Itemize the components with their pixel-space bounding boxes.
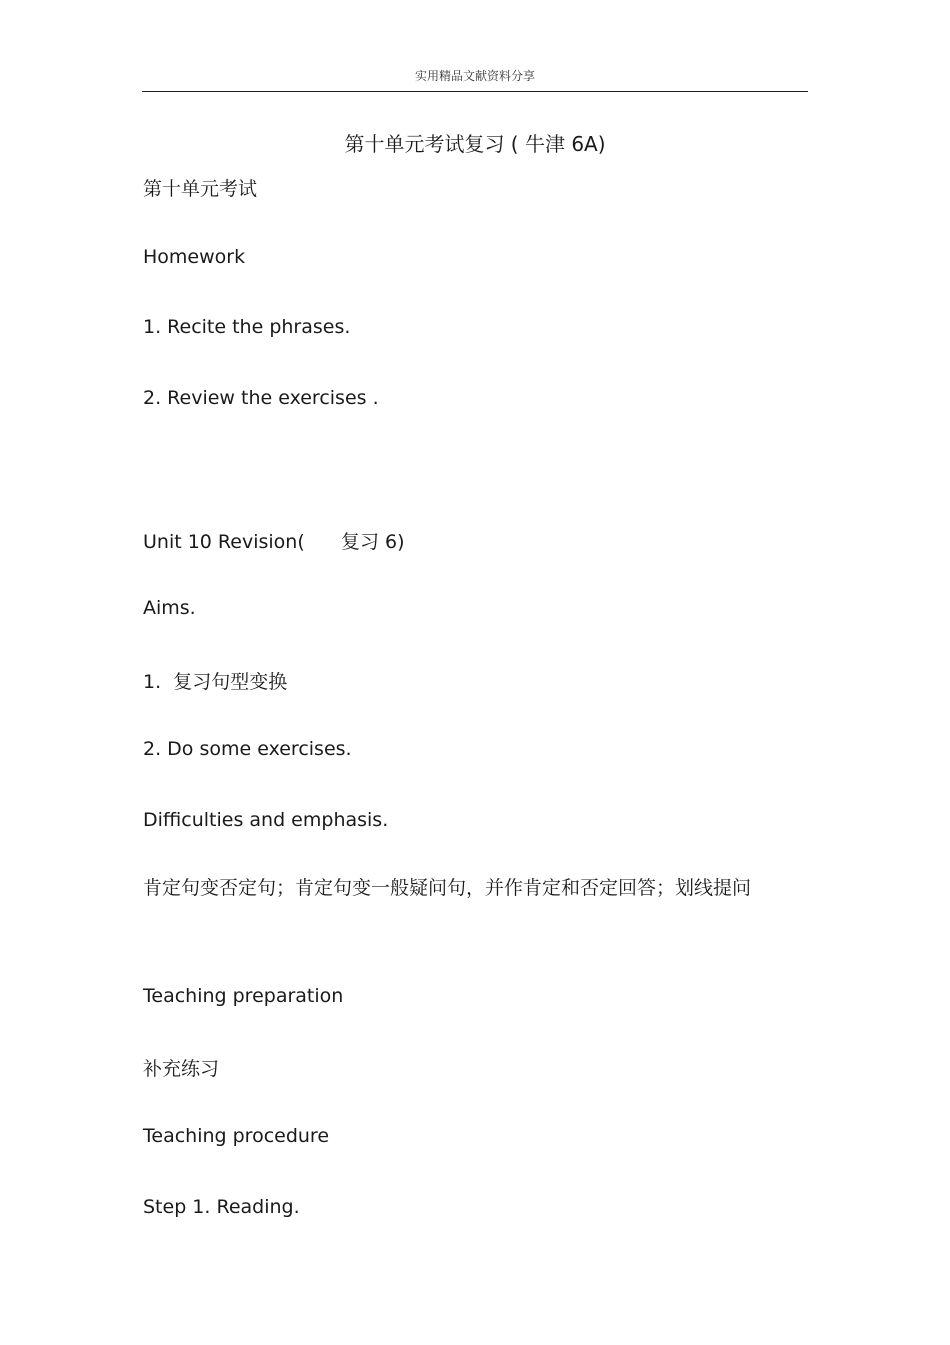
header-divider <box>142 91 808 92</box>
page-header: 实用精品文献资料分享 <box>414 69 535 83</box>
text-line-homework-item-1: 1. Recite the phrases. <box>143 316 351 338</box>
text-line-aims-item-2: 2. Do some exercises. <box>143 738 352 760</box>
text-line-homework-item-2: 2. Review the exercises . <box>143 387 379 409</box>
text-line-step-1: Step 1. Reading. <box>143 1196 300 1218</box>
document-title: 第十单元考试复习 ( 牛津 6A) <box>344 132 606 156</box>
text-line-aims-item-1: 1. 复习句型变换 <box>143 671 288 693</box>
text-line-supplementary-exercises: 补充练习 <box>143 1058 220 1080</box>
text-line-teaching-preparation: Teaching preparation <box>143 985 344 1007</box>
text-paragraph-difficulties-detail: 肯定句变否定句；肯定句变一般疑问句，并作肯定和否定回答；划线提问 <box>143 877 752 899</box>
text-line-teaching-procedure: Teaching procedure <box>143 1125 330 1147</box>
text-line-aims: Aims. <box>143 597 196 619</box>
text-line-unit-revision: Unit 10 Revision( 复习 6) <box>143 531 405 553</box>
text-line-unit-exam: 第十单元考试 <box>143 178 258 200</box>
text-line-homework: Homework <box>143 246 246 268</box>
text-line-difficulties: Difficulties and emphasis. <box>143 809 389 831</box>
